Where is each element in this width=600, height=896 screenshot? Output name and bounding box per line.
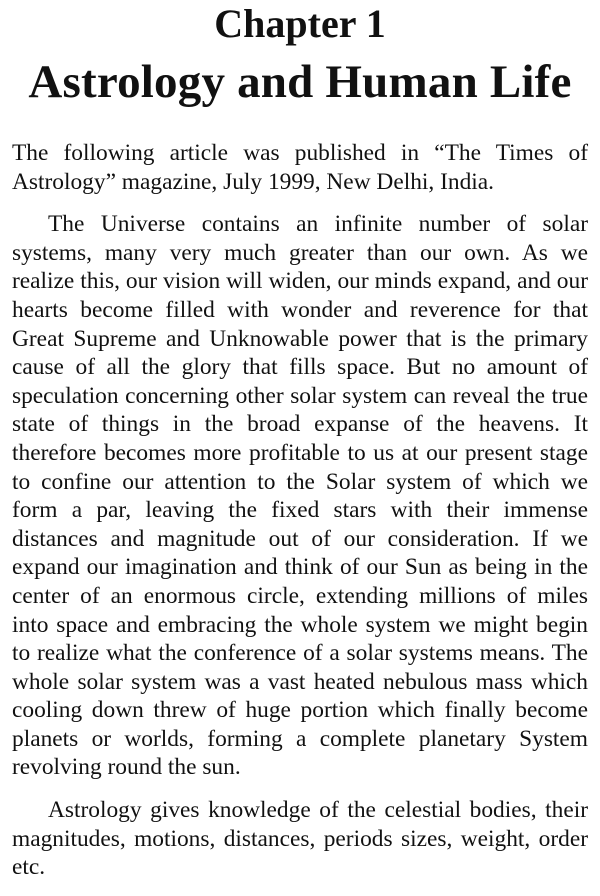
body-paragraph-universe: The Universe contains an infinite number of solar systems, many very much greater than our own. As we realize this, our vision will widen, our minds expand, and our hearts become filled with wonder and reverence for that Great Supreme and Unknowable power that is the primary cause of all the glory that fills space. But no amount of speculation concerning other solar system can reveal the true state of things in the broad expanse of the heavens. It therefore becomes more profitable to us at our present stage to confine our attention to the Solar system of which we form a par, leaving the fixed stars with their immense distances and magnitude out of our consideration. If we expand our imagination and think of our Sun as being in the center of an enormous circle, extending millions of miles into space and embracing the whole system we might begin to realize what the conference of a solar systems means. The whole solar system was a vast heated nebulous mass which cooling down threw of huge portion which finally become planets or worlds, forming a complete planetary System revolving round the sun. (12, 211, 588, 781)
chapter-title: Astrology and Human Life (28, 56, 572, 108)
chapter-number: Chapter 1 (214, 1, 386, 46)
intro-paragraph: The following article was published in “The Times of Astrology” magazine, July 1999, New Delhi, India. (12, 140, 588, 195)
chapter-body (12, 139, 588, 882)
body-paragraph-astrology: Astrology gives knowledge of the celestial bodies, their magnitudes, motions, distances, periods sizes, weight, order etc. (12, 797, 588, 881)
